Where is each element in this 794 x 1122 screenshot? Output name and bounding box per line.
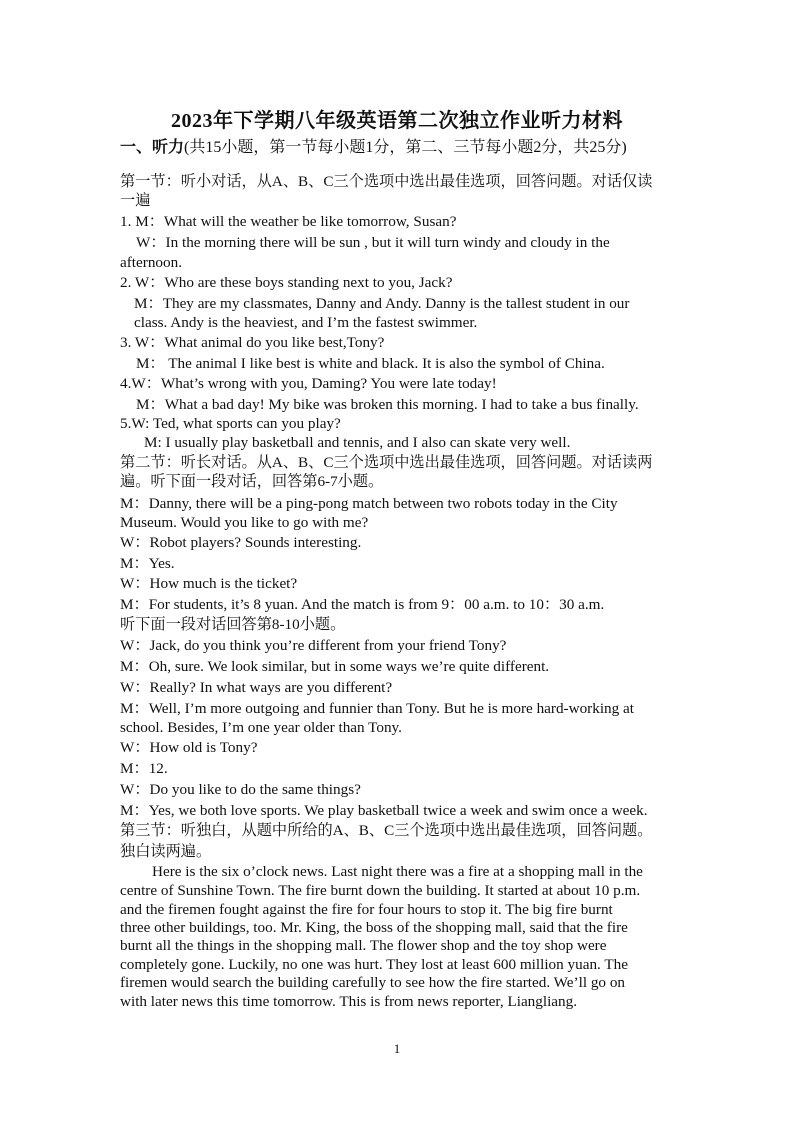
dialog-line: W：Do you like to do the same things?: [120, 781, 361, 798]
dialog-line: Museum. Would you like to go with me?: [120, 514, 369, 531]
dialog-line: M: I usually play basketball and tennis, and I also can skate very well.: [144, 434, 571, 451]
dialog-line: 5.W: Ted, what sports can you play?: [120, 415, 341, 432]
monologue-line: firemen would search the building carefully to see how the fire started. We’ll go on: [120, 974, 626, 991]
monologue-line: Here is the six o’clock news. Last night there was a fire at a shopping mall in the: [152, 863, 643, 880]
dialog-line: 1. M：What will the weather be like tomorrow, Susan?: [120, 213, 457, 230]
monologue-line: burnt all the things in the shopping mall. The flower shop and the toy shop were: [120, 937, 607, 954]
dialog-line: M：Well, I’m more outgoing and funnier than Tony. But he is more hard-working at: [120, 700, 634, 717]
dialog-line: M： The animal I like best is white and black. It is also the symbol of China.: [136, 355, 605, 372]
dialog-line: class. Andy is the heaviest, and I’m the fastest swimmer.: [134, 314, 478, 331]
monologue-line: centre of Sunshine Town. The fire burnt down the building. It started at about 10 p.m.: [120, 882, 641, 899]
dialog-line: 3. W：What animal do you like best,Tony?: [120, 334, 385, 351]
dialog-line: M：Yes.: [120, 555, 175, 572]
part1-intro-line: 第一节：听小对话，从A、B、C三个选项中选出最佳选项，回答问题。对话仅读: [120, 173, 653, 190]
dialog-line: M：For students, it’s 8 yuan. And the match is from 9：00 a.m. to 10：30 a.m.: [120, 596, 605, 613]
page-title: 2023年下学期八年级英语第二次独立作业听力材料: [171, 110, 623, 132]
dialog-line: M：Danny, there will be a ping-pong match between two robots today in the City: [120, 495, 618, 512]
part2-dialog2-intro: 听下面一段对话回答第8-10小题。: [120, 616, 346, 633]
section-heading-label: 一、听力: [120, 139, 185, 156]
monologue-line: with later news this time tomorrow. This is from news reporter, Liangliang.: [120, 993, 578, 1010]
part2-intro-line: 遍。听下面一段对话，回答第6-7小题。: [120, 473, 384, 490]
part1-intro-line: 一遍: [120, 192, 151, 209]
part2-intro-line: 第二节：听长对话。从A、B、C三个选项中选出最佳选项，回答问题。对话读两: [120, 454, 653, 471]
dialog-line: M：Yes, we both love sports. We play basketball twice a week and swim once a week.: [120, 802, 648, 819]
dialog-line: W：Robot players? Sounds interesting.: [120, 534, 362, 551]
dialog-line: W：Really? In what ways are you different?: [120, 679, 393, 696]
part3-intro-line: 第三节：听独白，从题中所给的A、B、C三个选项中选出最佳选项，回答问题。: [120, 822, 653, 839]
monologue-line: three other buildings, too. Mr. King, the boss of the shopping mall, said that the fire: [120, 919, 628, 936]
dialog-line: 2. W：Who are these boys standing next to you, Jack?: [120, 274, 453, 291]
dialog-line: 4.W：What’s wrong with you, Daming? You were late today!: [120, 375, 497, 392]
dialog-line: W：In the morning there will be sun , but it will turn windy and cloudy in the: [136, 234, 610, 251]
section-heading-detail: (共15小题，第一节每小题1分，第二、三节每小题2分，共25分): [184, 139, 627, 156]
dialog-line: W：How old is Tony?: [120, 739, 258, 756]
dialog-line: W：How much is the ticket?: [120, 575, 298, 592]
monologue-line: completely gone. Luckily, no one was hurt. They lost at least 600 million yuan. The: [120, 956, 628, 973]
dialog-line: W：Jack, do you think you’re different from your friend Tony?: [120, 637, 507, 654]
dialog-line: M：What a bad day! My bike was broken this morning. I had to take a bus finally.: [136, 396, 639, 413]
monologue-line: and the firemen fought against the fire for four hours to stop it. The big fire burnt: [120, 901, 613, 918]
dialog-line: school. Besides, I’m one year older than Tony.: [120, 719, 402, 736]
dialog-line: afternoon.: [120, 254, 182, 271]
dialog-line: M：They are my classmates, Danny and Andy. Danny is the tallest student in our: [134, 295, 630, 312]
dialog-line: M：Oh, sure. We look similar, but in some ways we’re quite different.: [120, 658, 550, 675]
part3-intro-line: 独白读两遍。: [120, 843, 212, 860]
dialog-line: M：12.: [120, 760, 168, 777]
page-number: 1: [393, 1041, 401, 1056]
section-heading: [120, 138, 627, 158]
